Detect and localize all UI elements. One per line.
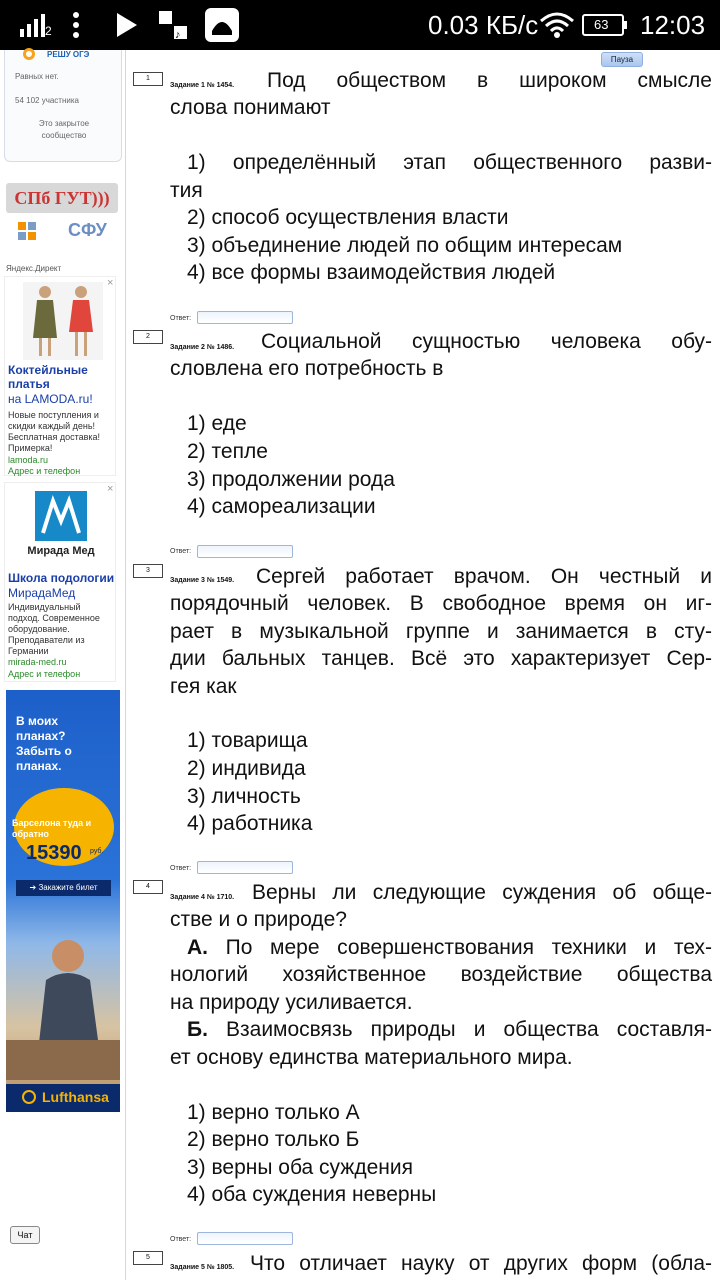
answer-option: 3) личность <box>187 785 301 808</box>
task-number-box[interactable]: 5 <box>133 1251 163 1265</box>
answer-option: 1) товарища <box>187 729 308 752</box>
close-icon[interactable]: × <box>107 277 114 289</box>
banner-route: Барселона туда и обратно <box>12 818 92 839</box>
answer-option: тия <box>170 179 203 202</box>
answer-option: 3) объединение людей по общим интересам <box>187 234 623 257</box>
question-line: стве и о природе? <box>170 908 347 931</box>
statement-a-text: По мере совершенствования техники и тех- <box>225 936 712 959</box>
answer-option: 2) индивида <box>187 757 306 780</box>
answer-option: 1) определённый этап общественного разви- <box>187 151 712 174</box>
ad1-title[interactable]: Коктейльные платья <box>8 363 88 391</box>
battery-level: 63 <box>594 17 609 32</box>
sun-logo-icon <box>17 44 41 64</box>
ad2-text: Индивидуальный подход. Современное оборудование. Преподаватели из Германии <box>8 602 100 656</box>
statement-b-label: Б. <box>187 1018 208 1041</box>
statement-b-line <box>170 1016 712 1044</box>
community-box <box>4 50 122 162</box>
person-photo <box>6 920 120 1080</box>
clock: 12:03 <box>640 10 706 40</box>
question-line: словлена его потребность в <box>170 357 444 380</box>
answer-option: 3) продолжении рода <box>187 468 395 491</box>
play-icon <box>112 0 142 50</box>
ad-lamoda[interactable] <box>4 276 116 476</box>
banner-headline: В моих планах? Забыть о планах. <box>16 714 72 773</box>
community-logo-text[interactable]: РЕШУ ОГЭ <box>47 50 90 59</box>
closed-community-text: Это закрытое сообщество <box>38 119 90 140</box>
question-line: слова понимают <box>170 96 331 119</box>
answer-option: 2) верно только Б <box>187 1128 360 1151</box>
members-equal: Равных нет. <box>15 72 59 81</box>
dresses-image <box>23 282 103 360</box>
ad-miradamed[interactable] <box>4 482 116 682</box>
partner-spbgut[interactable]: СПб ГУТ))) <box>6 183 118 213</box>
answer-option: 2) тепле <box>187 440 268 463</box>
statement-a-label: А. <box>187 936 208 959</box>
members-count: 54 102 участника <box>15 96 79 105</box>
answer-input[interactable] <box>197 545 293 558</box>
mirada-logo-icon <box>35 491 87 541</box>
ad1-domain[interactable]: lamoda.ru <box>8 455 49 465</box>
answer-option: 4) оба суждения неверны <box>187 1183 437 1206</box>
question-line: порядочный человек. В свободное время он иг- <box>170 592 712 615</box>
sfu-logo-icon <box>16 220 46 242</box>
answer-option: 2) способ осуществления власти <box>187 206 509 229</box>
close-icon[interactable]: × <box>107 483 114 495</box>
task-number-box[interactable]: 4 <box>133 880 163 894</box>
sfu-label: СФУ <box>68 220 107 240</box>
question-line: дии бальных танцев. Всё это характеризует Сер- <box>170 647 712 670</box>
banner-currency: руб. <box>90 848 104 855</box>
question-line: Верны ли следующие суждения об обще- <box>252 881 712 904</box>
task-header: Задание 2 № 1486. <box>170 344 235 351</box>
ad1-text: Новые поступления и скидки каждый день! Бесплатная доставка! Примерка! <box>8 410 101 453</box>
answer-label: Ответ: <box>170 865 192 872</box>
question-line: Под обществом в широком смысле <box>267 69 712 92</box>
question-line: рает в музыкальной группе и занимается в сту- <box>170 620 712 643</box>
task-header: Задание 5 № 1805. <box>170 1264 235 1271</box>
answer-label: Ответ: <box>170 548 192 555</box>
ad2-subtitle[interactable]: МирадаМед <box>8 586 76 600</box>
ad-network-label[interactable]: Яндекс.Директ <box>6 264 62 273</box>
ad1-subtitle[interactable]: на LAMODA.ru! <box>8 392 93 406</box>
statement-a-line <box>170 934 712 962</box>
statement-b-text: Взаимосвязь природы и общества составля- <box>226 1018 712 1041</box>
answer-option: 4) все формы взаимодействия людей <box>187 261 556 284</box>
ad2-logo-caption: Мирада Мед <box>27 545 95 557</box>
ad2-domain[interactable]: mirada-med.ru <box>8 657 67 667</box>
sim-number: 2 <box>45 24 52 38</box>
ad1-contacts-link[interactable]: Адрес и телефон <box>8 466 81 476</box>
question-line: Сергей работает врачом. Он честный и <box>256 565 712 588</box>
wifi-icon <box>538 0 576 50</box>
answer-label: Ответ: <box>170 1236 192 1243</box>
status-bar <box>0 0 720 50</box>
more-vert-icon[interactable] <box>66 0 86 50</box>
book-ticket-button[interactable]: ➔ Закажите билет <box>16 880 111 896</box>
music-icon <box>156 0 190 50</box>
answer-input[interactable] <box>197 311 293 324</box>
network-speed: 0.03 КБ/с <box>428 10 539 40</box>
lufthansa-banner[interactable] <box>6 690 120 1112</box>
sidebar <box>0 50 126 1280</box>
answer-option: 4) самореализации <box>187 495 376 518</box>
answer-option: 3) верны оба суждения <box>187 1156 413 1179</box>
task-number-box[interactable]: 1 <box>133 72 163 86</box>
app-icon <box>202 0 242 50</box>
question-line: Что отличает науку от других форм (обла- <box>250 1252 712 1275</box>
answer-label: Ответ: <box>170 315 192 322</box>
answer-option: 4) работника <box>187 812 313 835</box>
svg-text:♪: ♪ <box>175 29 181 41</box>
ad2-contacts-link[interactable]: Адрес и телефон <box>8 669 81 679</box>
answer-option: 1) еде <box>187 412 247 435</box>
task-number-box[interactable]: 3 <box>133 564 163 578</box>
statement-a-line: нологий хозяйственное воздействие общества <box>170 963 712 986</box>
answer-input[interactable] <box>197 861 293 874</box>
answer-option: 1) верно только А <box>187 1101 360 1124</box>
task-header: Задание 1 № 1454. <box>170 82 235 89</box>
lufthansa-logo-icon <box>22 1090 36 1104</box>
chat-button[interactable]: Чат <box>10 1226 40 1244</box>
task-number-box[interactable]: 2 <box>133 330 163 344</box>
statement-b-line: ет основу единства материального мира. <box>170 1046 573 1069</box>
question-line: Социальной сущностью человека обу- <box>261 330 712 353</box>
question-line: гея как <box>170 675 237 698</box>
banner-brand: Lufthansa <box>42 1089 109 1105</box>
task-header: Задание 4 № 1710. <box>170 894 235 901</box>
signal-icon <box>18 0 58 50</box>
pause-button[interactable]: Пауза <box>601 52 643 67</box>
banner-price: 15390 <box>26 842 82 864</box>
statement-a-line: на природу усиливается. <box>170 991 413 1014</box>
ad2-title[interactable]: Школа подологии <box>8 571 115 585</box>
partner-sfu[interactable] <box>16 220 116 244</box>
task-header: Задание 3 № 1549. <box>170 577 235 584</box>
answer-input[interactable] <box>197 1232 293 1245</box>
